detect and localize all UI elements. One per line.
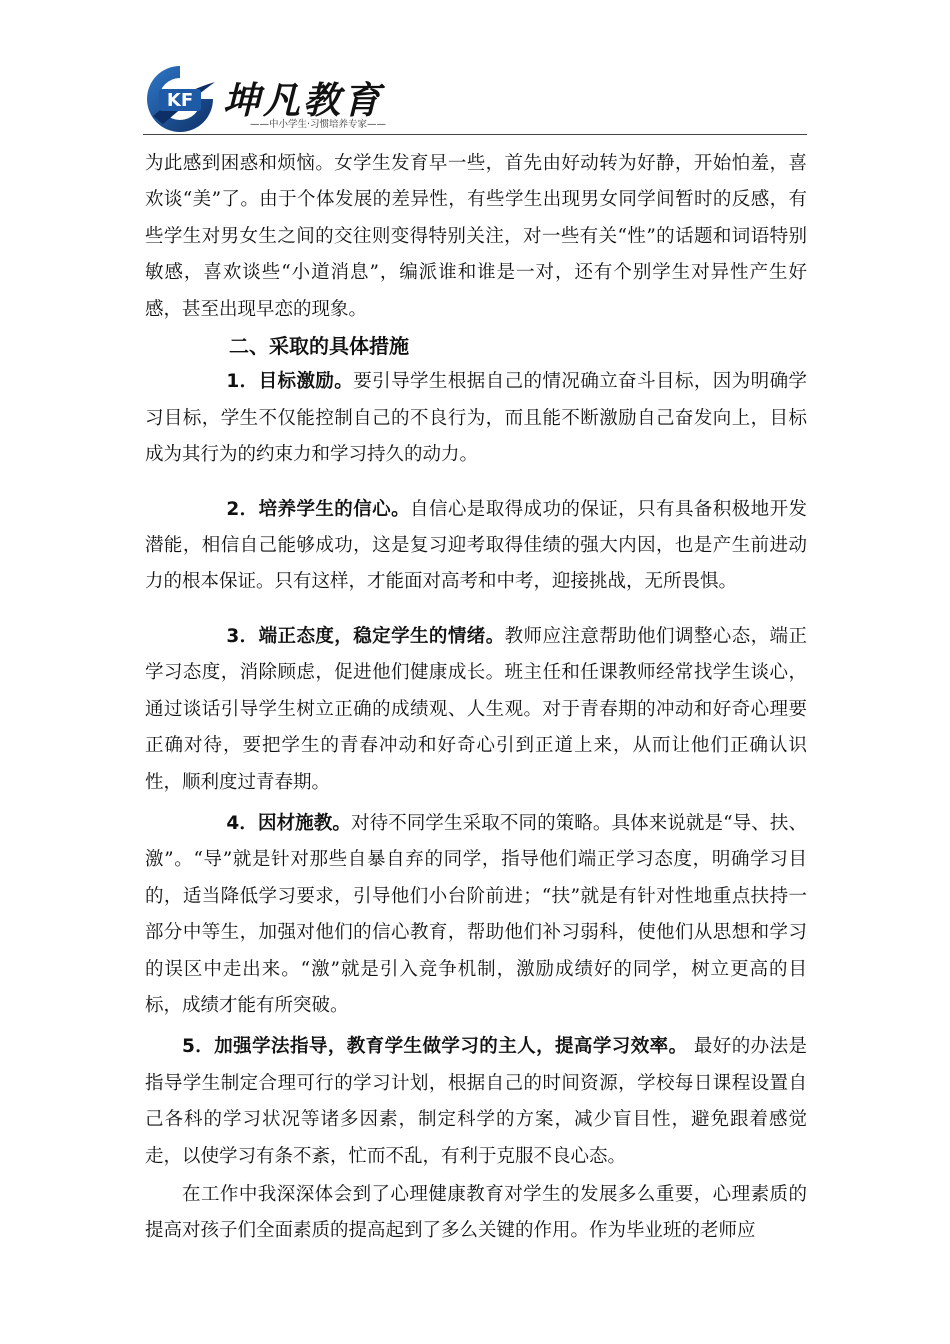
measure-item-1 bbox=[145, 364, 807, 473]
measure-lead: 5．加强学法指导，教育学生做学习的主人，提高学习效率。 bbox=[182, 1036, 688, 1058]
section-heading: 二、采取的具体措施 bbox=[229, 334, 409, 359]
measure-body: 自信心是取得成功的保证，只有具备积极地开发潜能，相信自己能够成功，这是复习迎考取得佳绩的强大内因，也是产生前进动力的根本保证。只有这样，才能面对高考和中考，迎接挑战，无所畏惧。 bbox=[145, 498, 807, 593]
page-header bbox=[143, 62, 807, 138]
measure-body: 最好的办法是指导学生制定合理可行的学习计划，根据自己的时间资源，学校每日课程设置自己各科的学习状况等诸多因素，制定科学的方案，减少盲目性，避免跟着感觉走，以使学习有条不紊，忙而不乱，有利于克服不良心态。 bbox=[145, 1036, 808, 1167]
intro-paragraph: 为此感到困惑和烦恼。女学生发育早一些，首先由好动转为好静，开始怕羞，喜欢谈“美”了。由于个体发展的差异性，有些学生出现男女同学间暂时的反感，有些学生对男女生之间的交往则变得特别关注，对一些有关“性”的话题和词语特别敏感，喜欢谈些“小道消息”，编派谁和谁是一对，还有个别学生对异性产生好感，甚至出现早恋的现象。 bbox=[145, 153, 807, 320]
kf-logo-icon bbox=[143, 62, 217, 136]
measure-lead: 4．因材施教。 bbox=[226, 812, 352, 834]
measure-lead: 2．培养学生的信心。 bbox=[226, 498, 411, 520]
measure-body: 要引导学生根据自己的情况确立奋斗目标，因为明确学习目标，学生不仅能控制自己的不良行为，而且能不断激励自己奋发向上，目标成为其行为的约束力和学习持久的动力。 bbox=[145, 371, 807, 466]
measure-lead: 1．目标激励。 bbox=[226, 371, 354, 393]
measure-body: 教师应注意帮助他们调整心态，端正学习态度，消除顾虑，促进他们健康成长。班主任和任课教师经常找学生谈心，通过谈话引导学生树立正确的成绩观、人生观。对于青春期的冲动和好奇心理要正确对待，要把学生的青春冲动和好奇心引到正道上来，从而让他们正确认识性，顺利度过青春期。 bbox=[145, 625, 807, 793]
closing-paragraph: 在工作中我深深体会到了心理健康教育对学生的发展多么重要，心理素质的提高对孩子们全面素质的提高起到了多么关键的作用。作为毕业班的老师应 bbox=[145, 1183, 807, 1242]
measure-item-2 bbox=[145, 492, 807, 601]
logo-text: KF bbox=[166, 90, 194, 111]
document-body bbox=[145, 146, 807, 1250]
header-divider bbox=[143, 134, 807, 135]
measure-item-3 bbox=[145, 619, 807, 801]
brand-slogan: ——中小学生·习惯培养专家—— bbox=[249, 119, 387, 130]
measure-item-5 bbox=[145, 1029, 807, 1175]
brand-name: 坤凡教育 bbox=[223, 79, 383, 122]
measure-body: 对待不同学生采取不同的策略。具体来说就是“导、扶、激”。“导”就是针对那些自暴自弃的同学，指导他们端正学习态度，明确学习目的，适当降低学习要求，引导他们小台阶前进；“扶”就是有针对性地重点扶持一部分中等生，加强对他们的信心教育，帮助他们补习弱科，使他们从思想和学习的误区中走出来。“激”就是引入竞争机制，激励成绩好的同学，树立更高的目标，成绩才能有所突破。 bbox=[145, 812, 808, 1016]
measure-lead: 3．端正态度，稳定学生的情绪。 bbox=[226, 625, 505, 647]
measure-item-4 bbox=[145, 806, 807, 1024]
